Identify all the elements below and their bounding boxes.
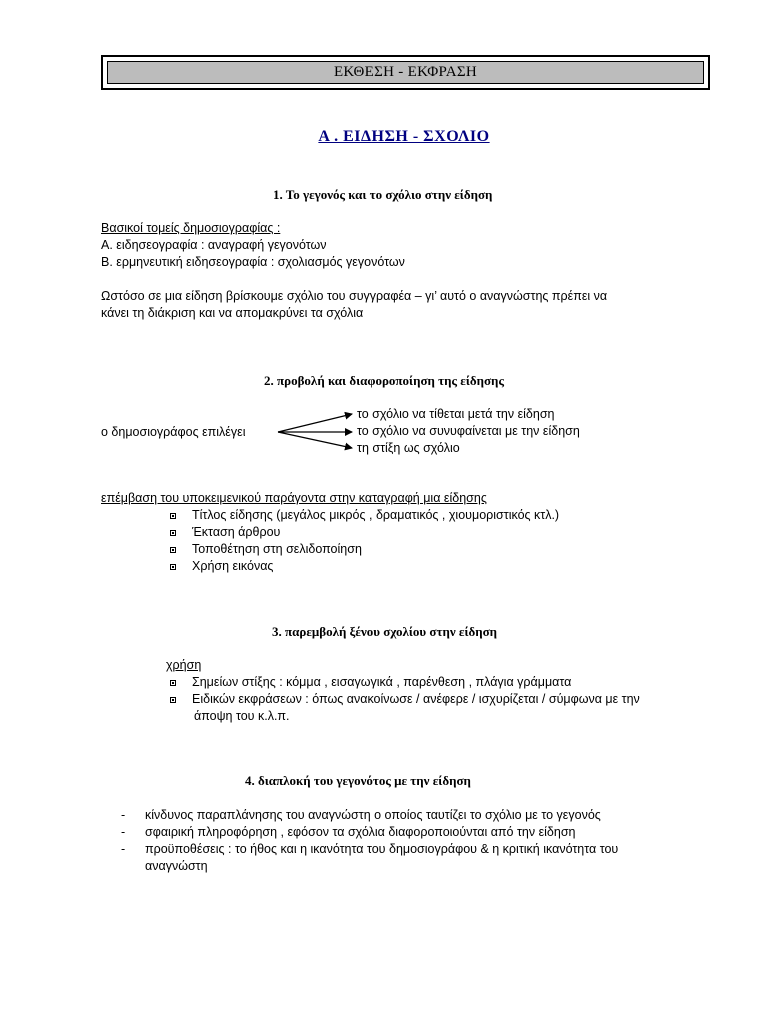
list-item: Έκταση άρθρου bbox=[170, 524, 559, 541]
bullet-list bbox=[170, 507, 559, 575]
square-bullet-icon bbox=[170, 564, 176, 570]
page-title: Α . ΕΙΔΗΣΗ - ΣΧΟΛΙΟ bbox=[318, 128, 490, 145]
list-item: Ειδικών εκφράσεων : όπως ανακοίνωσε / ανέφερε / ισχυρίζεται / σύμφωνα με την bbox=[170, 691, 640, 708]
section3-subheading: χρήση bbox=[166, 658, 202, 672]
banner-title: ΕΚΘΕΣΗ - ΕΚΦΡΑΣΗ bbox=[107, 61, 704, 84]
header-banner bbox=[101, 55, 710, 90]
dash-list bbox=[121, 807, 618, 875]
square-bullet-icon bbox=[170, 547, 176, 553]
list-item: Τίτλος είδησης (μεγάλος μικρός , δραματικός , χιουμοριστικός κτλ.) bbox=[170, 507, 559, 524]
list-item: Σημείων στίξης : κόμμα , εισαγωγικά , παρένθεση , πλάγια γράμματα bbox=[170, 674, 640, 691]
section2-subheading: επέμβαση του υποκειμενικού παράγοντα στην καταγραφή μια είδησης bbox=[101, 491, 487, 505]
list-item: Χρήση εικόνας bbox=[170, 558, 559, 575]
square-bullet-icon bbox=[170, 680, 176, 686]
option-item: το σχόλιο να τίθεται μετά την είδηση bbox=[357, 407, 555, 421]
section1-line-a: Α. ειδησεογραφία : αναγραφή γεγονότων bbox=[101, 238, 327, 252]
square-bullet-icon bbox=[170, 697, 176, 703]
branch-arrows-icon bbox=[272, 405, 362, 455]
dash-bullet-icon: - bbox=[121, 842, 126, 856]
section1-heading: 1. Το γεγονός και το σχόλιο στην είδηση bbox=[273, 187, 493, 202]
section1-paragraph-line2: κάνει τη διάκριση και να απομακρύνει τα σχόλια bbox=[101, 306, 364, 320]
dash-bullet-icon: - bbox=[121, 825, 126, 839]
option-item: το σχόλιο να συνυφαίνεται με την είδηση bbox=[357, 424, 580, 438]
section3-heading: 3. παρεμβολή ξένου σχολίου στην είδηση bbox=[272, 624, 498, 639]
square-bullet-icon bbox=[170, 530, 176, 536]
section1-subheading: Βασικοί τομείς δημοσιογραφίας : bbox=[101, 221, 281, 235]
list-item-continuation: άποψη του κ.λ.π. bbox=[194, 709, 290, 723]
list-item: - προϋποθέσεις : το ήθος και η ικανότητα του δημοσιογράφου & η κριτική ικανότητα του bbox=[121, 842, 619, 856]
journalist-chooses-label: ο δημοσιογράφος επιλέγει bbox=[101, 425, 246, 439]
list-item: - σφαιρική πληροφόρηση , εφόσον τα σχόλια διαφοροποιούνται από την είδηση bbox=[121, 825, 576, 839]
dash-bullet-icon: - bbox=[121, 808, 126, 822]
section1-paragraph-line1: Ωστόσο σε μια είδηση βρίσκουμε σχόλιο του συγγραφέα – γι’ αυτό ο αναγνώστης πρέπει να bbox=[101, 289, 608, 303]
section2-heading: 2. προβολή και διαφοροποίηση της είδησης bbox=[264, 373, 504, 388]
list-item: Τοποθέτηση στη σελιδοποίηση bbox=[170, 541, 559, 558]
list-item: - κίνδυνος παραπλάνησης του αναγνώστη ο οποίος ταυτίζει το σχόλιο με το γεγονός bbox=[121, 808, 601, 822]
section1-line-b: Β. ερμηνευτική ειδησεογραφία : σχολιασμός γεγονότων bbox=[101, 255, 405, 269]
list-item-continuation: αναγνώστη bbox=[145, 859, 208, 873]
option-item: τη στίξη ως σχόλιο bbox=[357, 441, 460, 455]
section4-heading: 4. διαπλοκή του γεγονότος με την είδηση bbox=[245, 773, 471, 788]
square-bullet-icon bbox=[170, 513, 176, 519]
bullet-list bbox=[170, 674, 640, 725]
